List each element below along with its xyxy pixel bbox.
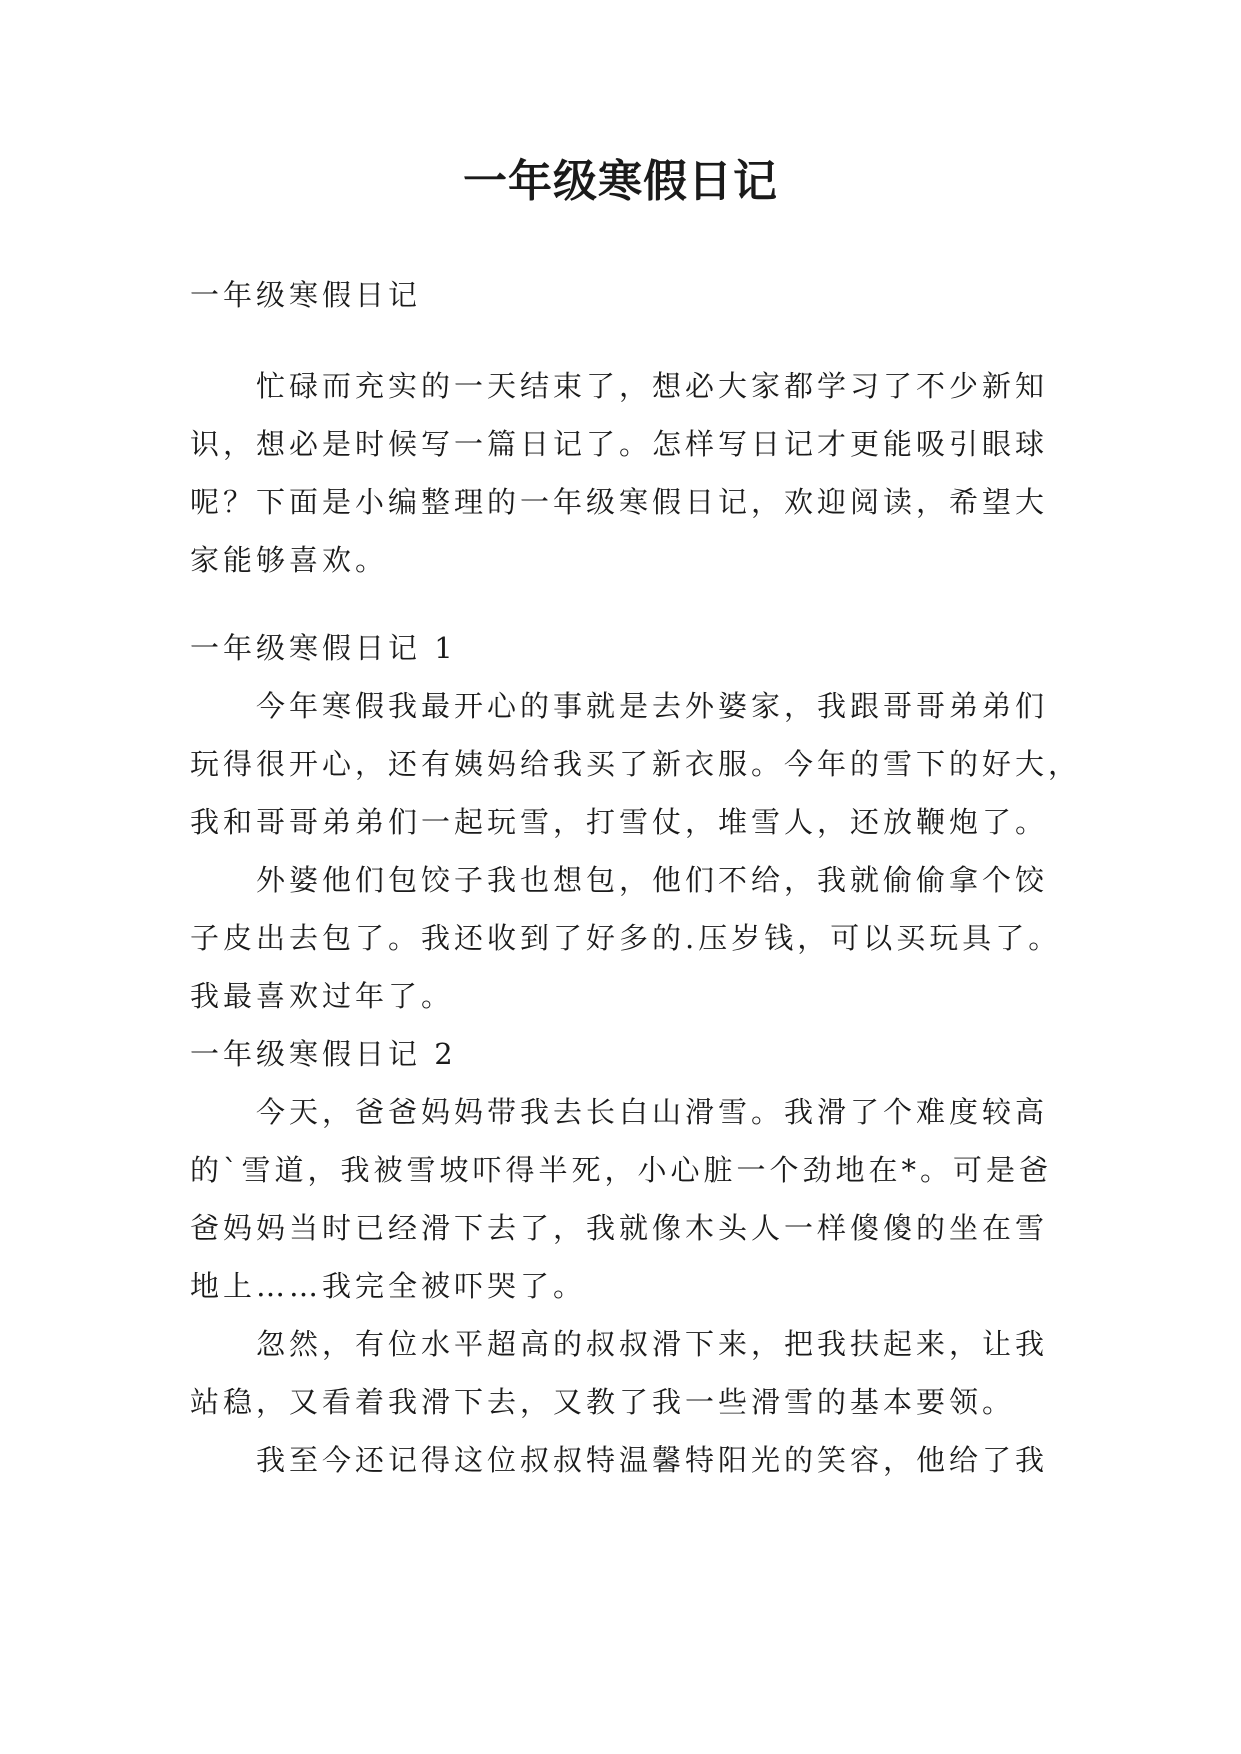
diary1-line: 今年寒假我最开心的事就是去外婆家，我跟哥哥弟弟们: [256, 689, 1049, 723]
diary1-line: 我和哥哥弟弟们一起玩雪，打雪仗，堆雪人，还放鞭炮了。: [190, 805, 1049, 839]
diary1-line: 外婆他们包饺子我也想包，他们不给，我就偷偷拿个饺: [256, 863, 1049, 897]
document-title: 一年级寒假日记: [463, 156, 778, 207]
diary2-line: 地上……我完全被吓哭了。: [190, 1269, 587, 1303]
diary1-heading: 一年级寒假日记 1: [190, 631, 457, 665]
diary2-heading: 一年级寒假日记 2: [190, 1037, 457, 1071]
diary1-section: [190, 619, 1082, 1025]
intro-line: 忙碌而充实的一天结束了，想必大家都学习了不少新知: [256, 369, 1049, 403]
subtitle-text: 一年级寒假日记: [190, 278, 422, 312]
diary2-line: 站稳，又看着我滑下去，又教了我一些滑雪的基本要领。: [190, 1385, 1016, 1419]
intro-paragraph: [190, 357, 1070, 589]
diary1-line: 子皮出去包了。我还收到了好多的.压岁钱，可以买玩具了。: [190, 921, 1062, 955]
diary1-line: 玩得很开心，还有姨妈给我买了新衣服。今年的雪下的好大，: [190, 747, 1082, 781]
intro-line: 呢？下面是小编整理的一年级寒假日记，欢迎阅读，希望大: [190, 485, 1049, 519]
diary2-line: 我至今还记得这位叔叔特温馨特阳光的笑容，他给了我: [256, 1443, 1049, 1477]
subtitle: [190, 266, 1070, 324]
diary2-line: 今天，爸爸妈妈带我去长白山滑雪。我滑了个难度较高: [256, 1095, 1049, 1129]
diary1-line: 我最喜欢过年了。: [190, 979, 455, 1013]
diary2-line: 爸妈妈当时已经滑下去了，我就像木头人一样傻傻的坐在雪: [190, 1211, 1049, 1245]
diary2-line: 的`雪道，我被雪坡吓得半死，小心脏一个劲地在*。可是爸: [190, 1153, 1053, 1187]
diary2-section: [190, 1025, 1070, 1489]
intro-line: 识，想必是时候写一篇日记了。怎样写日记才更能吸引眼球: [190, 427, 1049, 461]
intro-line: 家能够喜欢。: [190, 543, 389, 577]
diary2-line: 忽然，有位水平超高的叔叔滑下来，把我扶起来，让我: [256, 1327, 1049, 1361]
